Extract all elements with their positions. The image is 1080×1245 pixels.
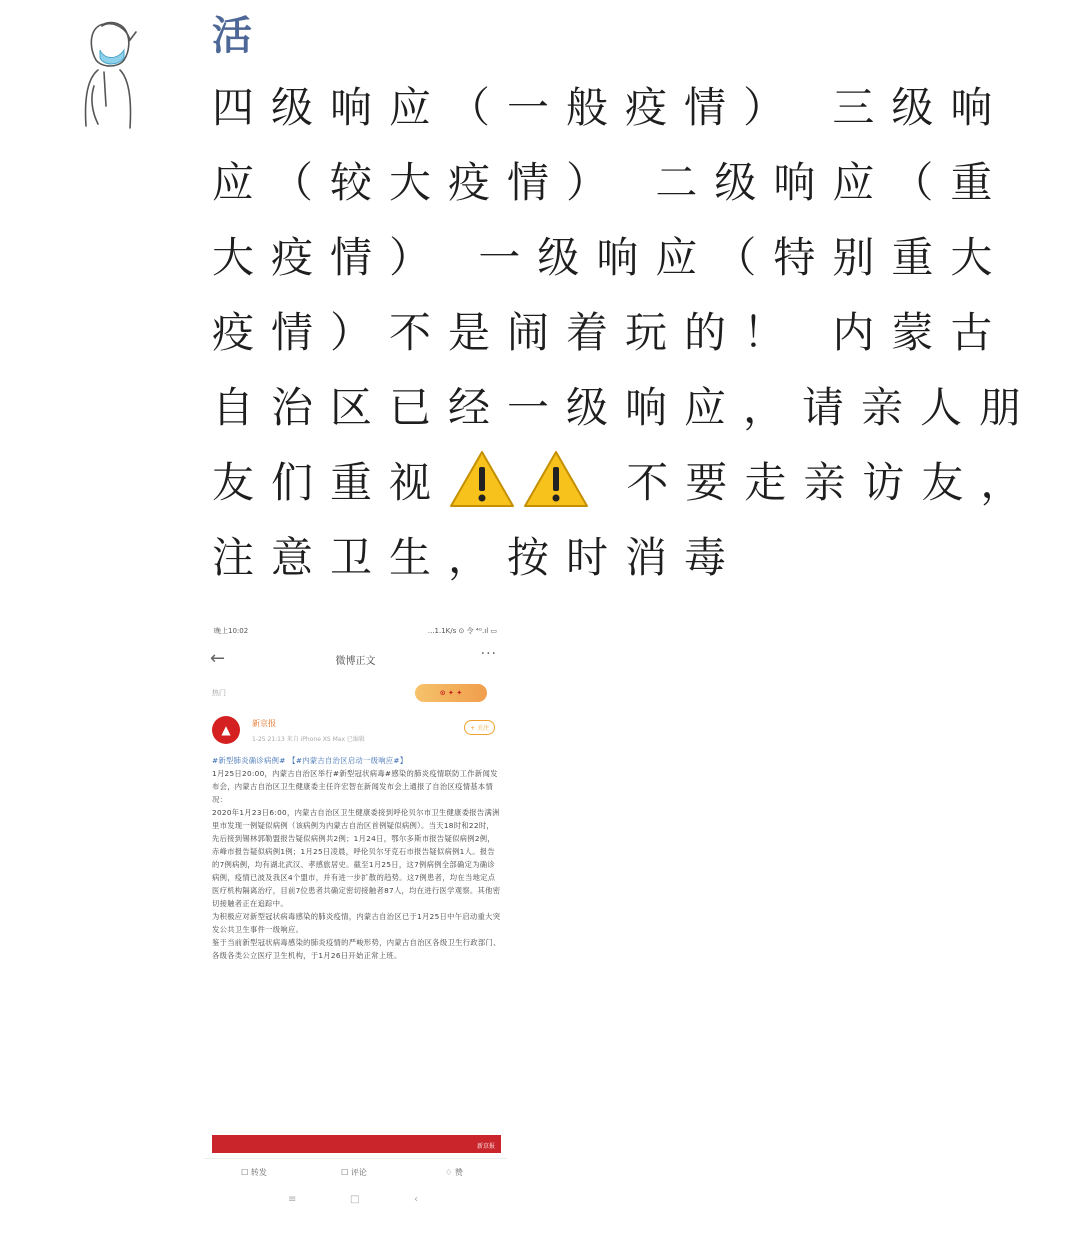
red-tag: 新京报 <box>476 1143 495 1150</box>
author-row <box>204 716 507 750</box>
body-paragraph: 鉴于当前新型冠状病毒感染的肺炎疫情的严峻形势，内蒙古自治区各级卫生行政部门、各级各类公立医疗卫生机构，于1月26日开始正常上班。 <box>212 938 501 960</box>
status-time: 晚上10:02 <box>214 627 249 635</box>
like-button[interactable]: ♢ 赞 <box>445 1168 463 1177</box>
author-logo-icon[interactable]: ▲ <box>212 716 240 744</box>
nav-bar <box>204 646 507 672</box>
image-strip[interactable] <box>212 1135 501 1153</box>
promo-banner[interactable]: ⊙ ✦ ✦ <box>415 684 487 702</box>
warning-icon <box>522 449 590 509</box>
more-icon[interactable]: ··· <box>480 646 497 662</box>
status-indicators: ...1.1K/s ⊙ 令 ⁴ᴳ.ıl ▭ <box>427 627 497 635</box>
action-bar <box>204 1158 507 1185</box>
weibo-body <box>212 754 501 962</box>
hot-bar <box>204 680 507 702</box>
status-bar <box>214 626 497 638</box>
follow-button[interactable]: + 关注 <box>464 720 495 735</box>
body-paragraph: 2020年1月23日6:00，内蒙古自治区卫生健康委接到呼伦贝尔市卫生健康委报告满洲里市发现一例疑似病例（该病例为内蒙古自治区首例疑似病例）。当天18时和22时，先后接到锡林郭勒盟报告疑似病例共2例；1月24日，鄂尔多斯市报告疑似病例2例，赤峰市报告疑似病例1例；1月25日凌晨，呼伦贝尔牙克石市报告疑似病例1人。报告的7例病例，均有湖北武汉、孝感旅居史。截至1月25日，这7例病例全部确定为确诊病例，疫情已波及我区4个盟市，并有进一步扩散的趋势。这7例患者，均在当地定点医疗机构隔离治疗，目前7位患者共确定密切接触者87人，均在进行医学观察。其他密切接触者正在追踪中。 <box>212 808 501 908</box>
post-paragraph-continued: 不要走亲访友，注意卫生，按时消毒 <box>212 458 1040 582</box>
menu-icon[interactable]: ≡ <box>288 1194 297 1205</box>
username[interactable]: 活 <box>212 12 252 59</box>
repost-button[interactable]: ☐ 转发 <box>241 1168 267 1177</box>
back-arrow-icon[interactable]: ← <box>210 648 226 669</box>
system-nav <box>204 1190 507 1214</box>
post-text <box>212 70 1042 595</box>
hashtags[interactable]: #新型肺炎确诊病例# 【#内蒙古自治区启动一级响应#】 <box>212 756 408 765</box>
post-paragraph: 四级响应（一般疫情） 三级响应（较大疫情） 二级响应（重大疫情） 一级响应（特别重大疫情）不是闹着玩的！ 内蒙古自治区已经一级响应，请亲人朋友们重视 <box>212 83 1039 507</box>
author-name[interactable]: 新京报 <box>252 719 276 728</box>
nav-title: 微博正文 <box>335 656 376 667</box>
comment-button[interactable]: ☐ 评论 <box>341 1168 367 1177</box>
body-paragraph: 为积极应对新型冠状病毒感染的肺炎疫情，内蒙古自治区已于1月25日中午启动重大突发公共卫生事件一级响应。 <box>212 912 501 934</box>
warning-icon <box>448 449 516 509</box>
avatar[interactable] <box>74 16 146 134</box>
body-paragraph: 1月25日20:00，内蒙古自治区举行#新型冠状病毒#感染的肺炎疫情联防工作新闻发布会，内蒙古自治区卫生健康委主任许宏智在新闻发布会上通报了自治区疫情基本情况： <box>212 769 498 804</box>
embedded-screenshot[interactable] <box>204 620 507 1218</box>
home-icon[interactable]: □ <box>350 1194 360 1205</box>
hot-label: 热门 <box>212 689 226 697</box>
back-icon[interactable]: ‹ <box>414 1194 418 1205</box>
author-meta: 1-25 21:13 来自 iPhone XS Max 已编辑 <box>252 736 365 743</box>
